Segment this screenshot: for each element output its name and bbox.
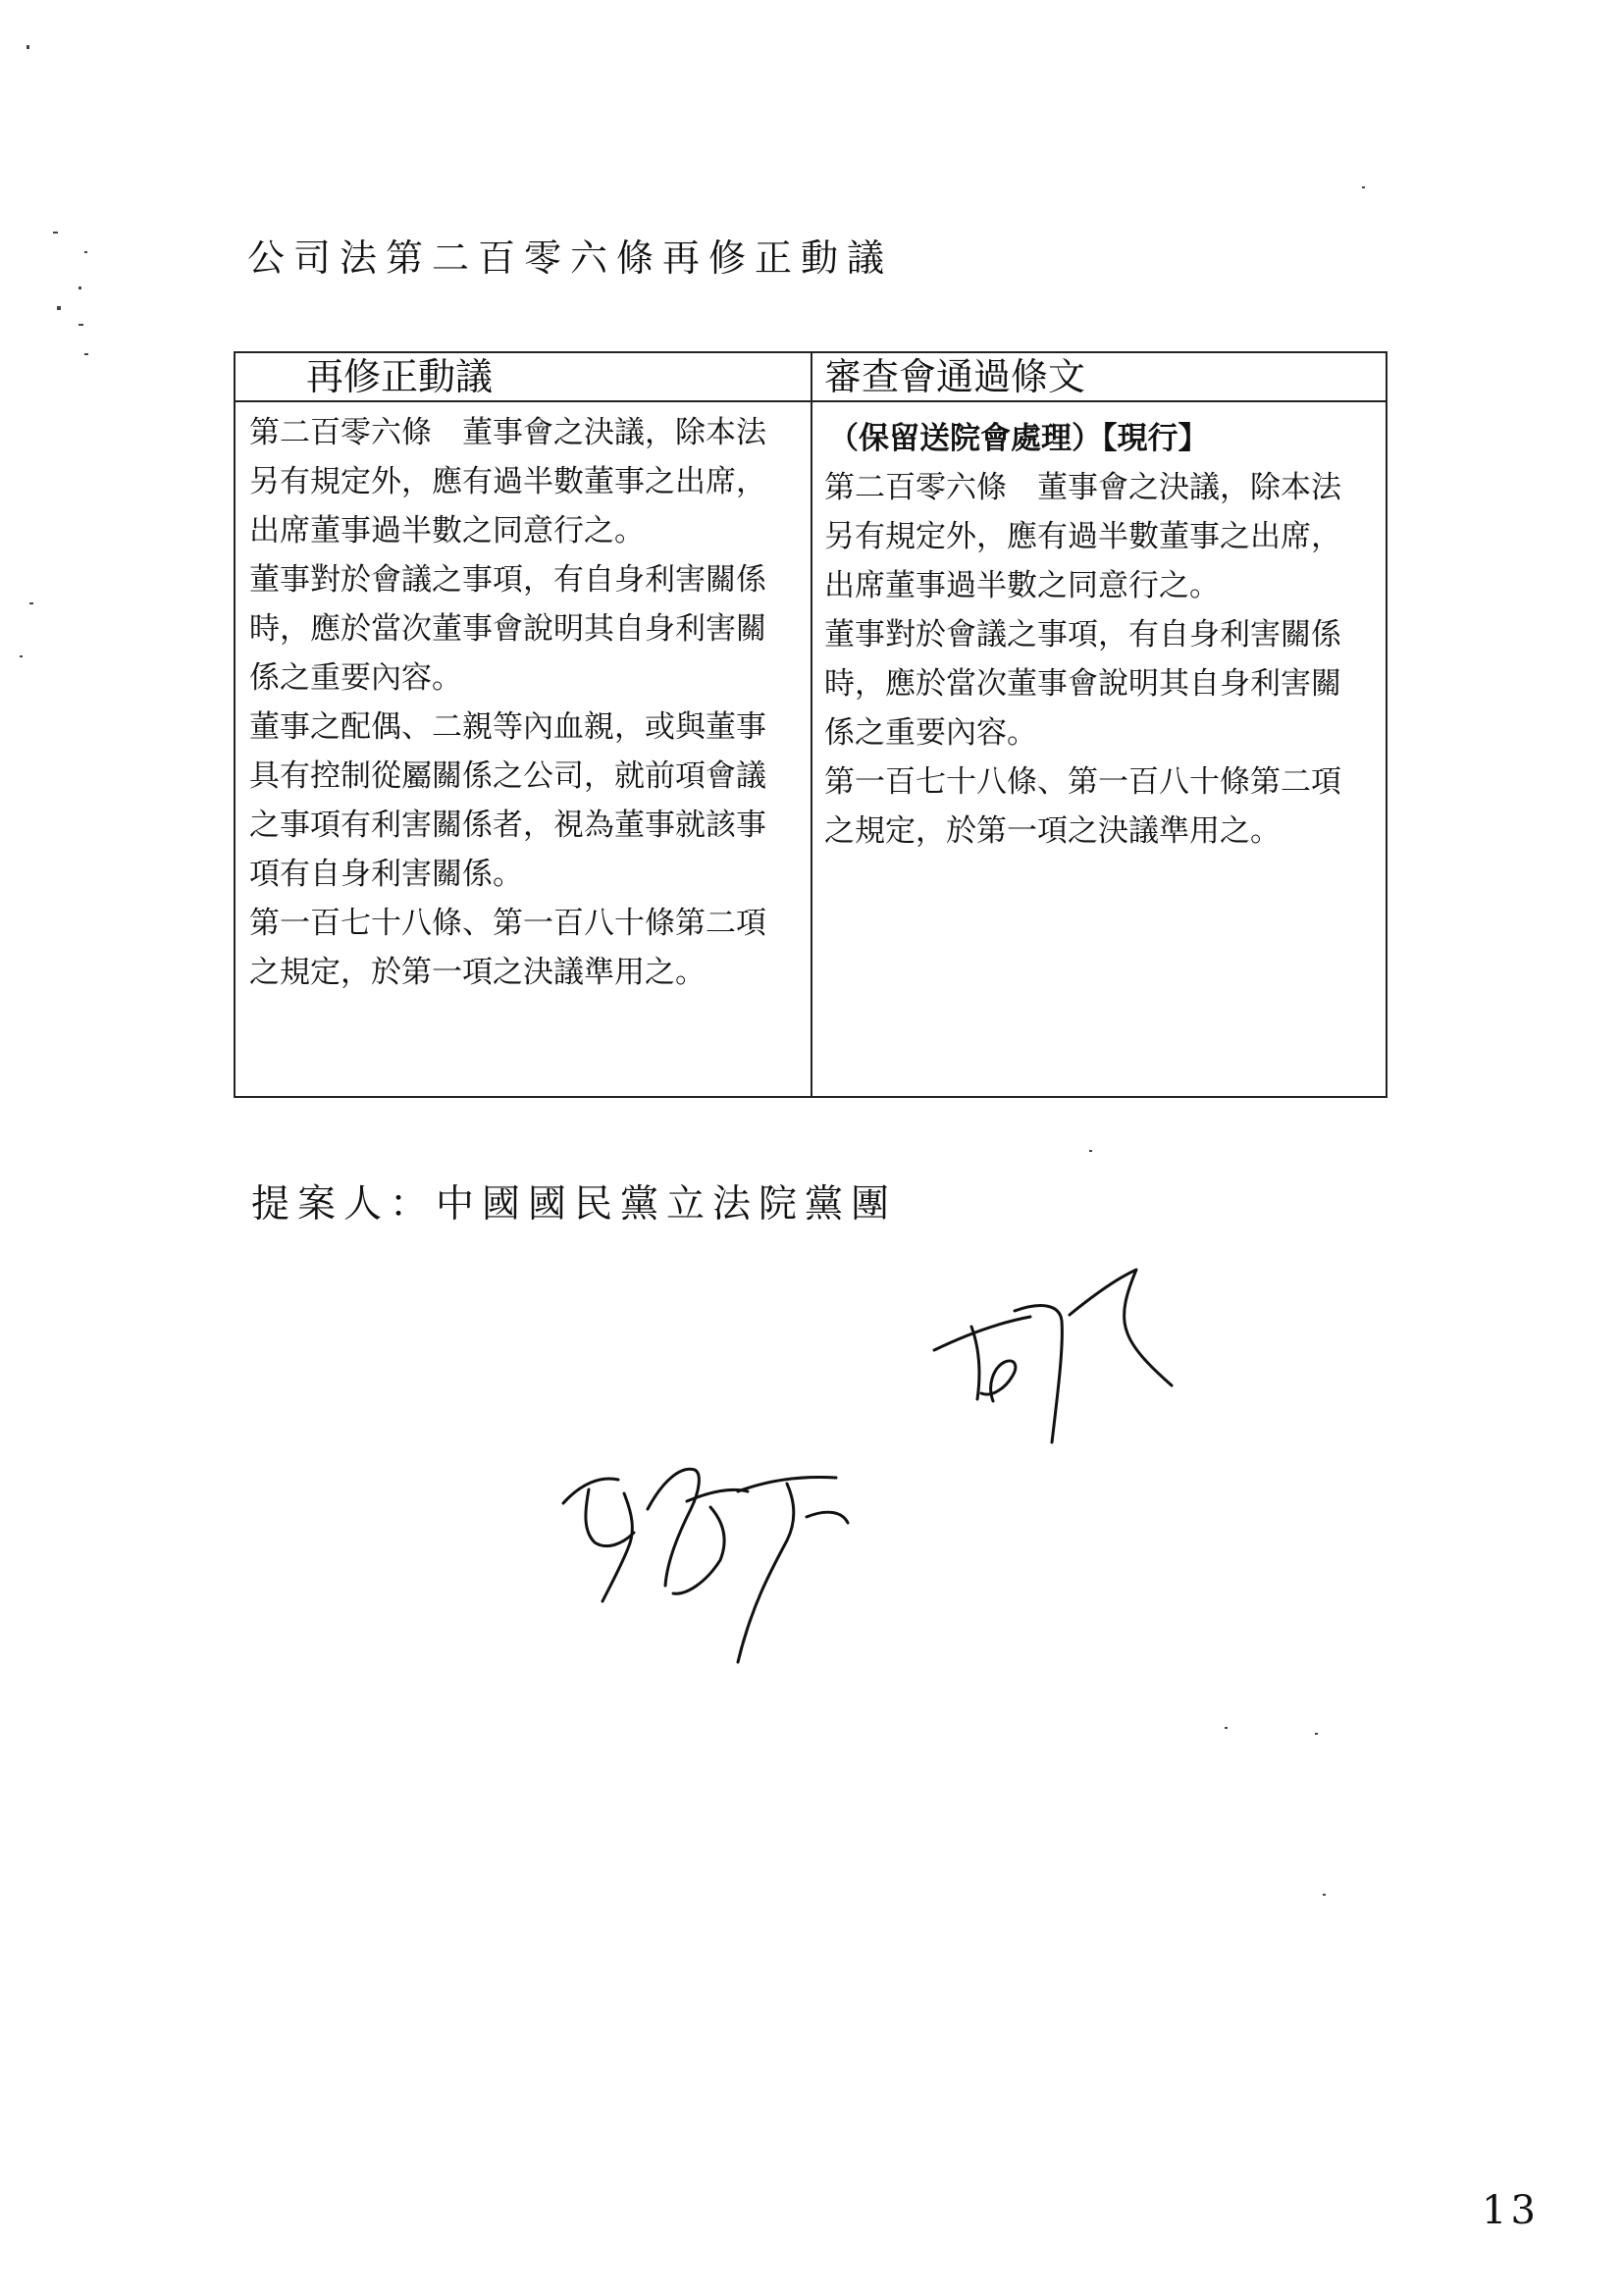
scan-speck [53,232,58,234]
scan-speck [79,324,83,326]
committee-paragraph: 董事對於會議之事項，有自身利害關係 時，應於當次董事會說明其自身利害關 係之重要內容。 [824,617,1341,751]
proposer-line: 提案人：中國國民黨立法院黨團 [251,1182,898,1226]
header-revised-motion: 再修正動議 [236,353,812,402]
revised-paragraph: 第二百零六條 董事會之決議，除本法 另有規定外，應有過半數董事之出席， 出席董事過半數之同意行之。 [249,415,766,548]
document-title: 公司法第二百零六條再修正動議 [247,236,894,280]
scan-speck [57,306,61,310]
scan-speck [1089,1150,1092,1152]
scan-speck [79,287,81,289]
scan-speck [1315,1733,1318,1735]
scan-speck [84,353,88,355]
reserved-note: （保留送院會處理）【現行】 [828,421,1209,456]
scan-speck [1323,1894,1326,1896]
scan-speck [20,655,23,657]
header-committee-text: 審查會通過條文 [812,353,1386,402]
committee-paragraph: 第一百七十八條、第一百八十條第二項 之規定，於第一項之決議準用之。 [824,764,1341,849]
signature-left [563,1469,848,1662]
page-number: 13 [1482,2188,1540,2233]
revised-paragraph: 董事對於會議之事項，有自身利害關係 時，應於當次董事會說明其自身利害關 係之重要內容。 [249,562,766,696]
scan-speck [29,602,33,604]
scan-speck [84,251,87,253]
committee-paragraph: 第二百零六條 董事會之決議，除本法 另有規定外，應有過半數董事之出席， 出席董事過半數之同意行之。 [824,470,1341,603]
revised-paragraph: 第一百七十八條、第一百八十條第二項 之規定，於第一項之決議準用之。 [249,906,766,990]
scan-speck [1225,1727,1228,1729]
scan-speck [26,45,29,49]
signature-right [934,1270,1172,1442]
revised-paragraph: 董事之配偶、二親等內血親，或與董事 具有控制從屬關係之公司，就前項會議 之事項有利害關係者，視為董事就該事 項有自身利害關係。 [249,709,766,892]
scan-speck [1362,186,1365,188]
